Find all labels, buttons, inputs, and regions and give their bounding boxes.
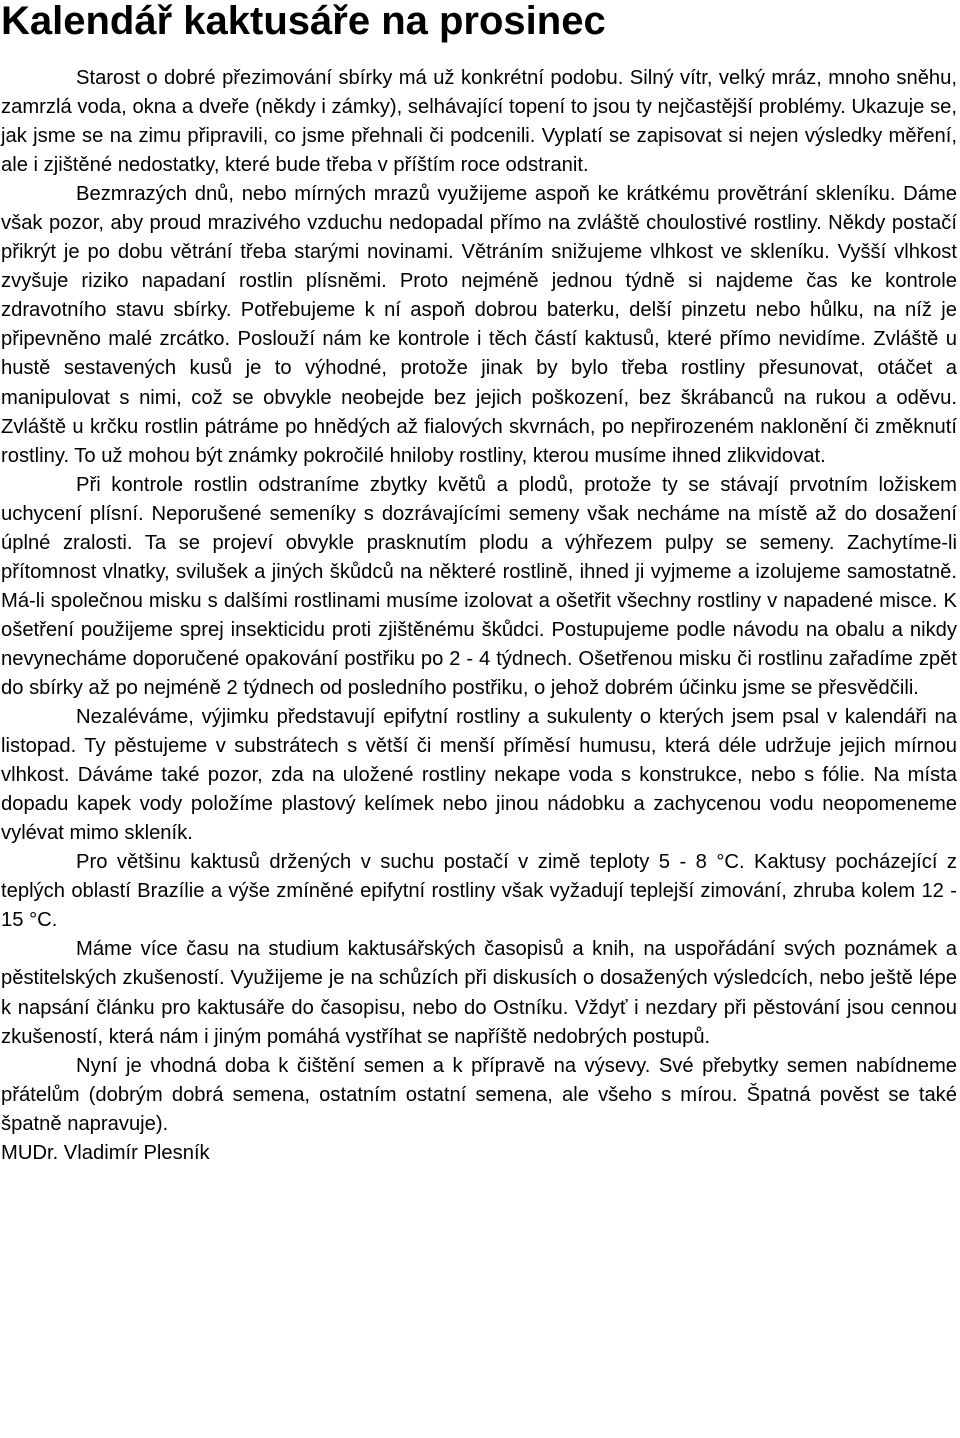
document-title: Kalendář kaktusáře na prosinec [1, 0, 606, 43]
document-body [1, 64, 957, 1168]
paragraph-seeds: Nyní je vhodná doba k čištění semen a k přípravě na výsevy. Své přebytky semen nabídneme přátelům (dobrým dobrá semena, ostatním ostatní semena, ale všeho s mírou. Špatná pověst se také špatně napravuje). [1, 1054, 957, 1135]
author-signature: MUDr. Vladimír Plesník [1, 1141, 210, 1164]
paragraph-overwintering: Starost o dobré přezimování sbírky má už konkrétní podobu. Silný vítr, velký mráz, mnoho sněhu, zamrzlá voda, okna a dveře (někdy i zámky), selhávající topení to jsou ty nejčastější problémy. Ukazuje se, jak jsme se na zimu připravili, co jsme přehnali či podcenili. Vyplatí se zapisovat si nejen výsledky měření, ale i zjištěné nedostatky, které bude třeba v příštím roce odstranit. [1, 67, 957, 177]
paragraph-watering: Nezaléváme, výjimku představují epifytní rostliny a sukulenty o kterých jsem psal v kalendáři na listopad. Ty pěstujeme v substrátech s větší či menší příměsí humusu, která déle udržuje jejich mírnou vlhkost. Dáváme také pozor, zda na uložené rostliny nekape voda s konstrukce, nebo s fólie. Na místa dopadu kapek vody položíme plastový kelímek nebo jinou nádobku a zachycenou vodu neopomeneme vylévat mimo skleník. [1, 706, 957, 845]
paragraph-pest-control: Při kontrole rostlin odstraníme zbytky květů a plodů, protože ty se stávají prvotním ložiskem uchycení plísní. Neporušené semeníky s dozrávajícími semeny však necháme na místě až do dosažení úplné zralosti. Ta se projeví obvykle prasknutím plodu a výhřezem pulpy se semeny. Zachytíme-li přítomnost vlnatky, svilušek a jiných škůdců na některé rostlině, ihned ji vyjmeme a izolujeme samostatně. Má-li společnou misku s dalšími rostlinami musíme izolovat a ošetřit všechny rostliny v napadené misce. K ošetření použijeme sprej insekticidu proti zjištěnému škůdci. Postupujeme podle návodu na obalu a nikdy nevynecháme doporučené opakování postřiku po 2 - 4 týdnech. Ošetřenou misku či rostlinu zařadíme zpět do sbírky až po nejméně 2 týdnech od posledního postřiku, o jehož dobrém účinku jsme se přesvědčili. [1, 473, 957, 699]
paragraph-temperatures: Pro většinu kaktusů držených v suchu postačí v zimě teploty 5 - 8 °C. Kaktusy pocházející z teplých oblastí Brazílie a výše zmíněné epifytní rostliny však vyžadují teplejší zimování, zhruba kolem 12 - 15 °C. [1, 851, 957, 932]
paragraph-ventilation-inspection: Bezmrazých dnů, nebo mírných mrazů využijeme aspoň ke krátkému provětrání skleníku. Dáme však pozor, aby proud mrazivého vzduchu nedopadal přímo na zvláště choulostivé rostliny. Někdy postačí přikrýt je po dobu větrání třeba starými novinami. Větráním snižujeme vlhkost ve skleníku. Vyšší vlhkost zvyšuje riziko napadaní rostlin plísněmi. Proto nejméně jednou týdně si najdeme čas ke kontrole zdravotního stavu sbírky. Potřebujeme k ní aspoň dobrou baterku, delší pinzetu nebo hůlku, na níž je připevněno malé zrcátko. Poslouží nám ke kontrole i těch částí kaktusů, které přímo nevidíme. Zvláště u hustě sestavených kusů je to výhodné, protože jinak by bylo třeba rostliny přesunovat, otáčet a manipulovat s nimi, což se obvykle neobejde bez jejich poškození, bez škrábanců na rukou a oděvu. Zvláště u krčku rostlin pátráme po hnědých až fialových skvrnách, po nepřirozeném naklonění či změknutí rostliny. To už mohou být známky pokročilé hniloby rostliny, kterou musíme ihned zlikvidovat. [1, 183, 957, 467]
paragraph-study: Máme více času na studium kaktusářských časopisů a knih, na uspořádání svých poznámek a pěstitelských zkušeností. Využijeme je na schůzích při diskusích o dosažených výsledcích, nebo ještě lépe k napsání článku pro kaktusáře do časopisu, nebo do Ostníku. Vždyť i nezdary při pěstování jsou cennou zkušeností, která nám i jiným pomáhá vystříhat se napříště nedobrých postupů. [1, 938, 957, 1048]
